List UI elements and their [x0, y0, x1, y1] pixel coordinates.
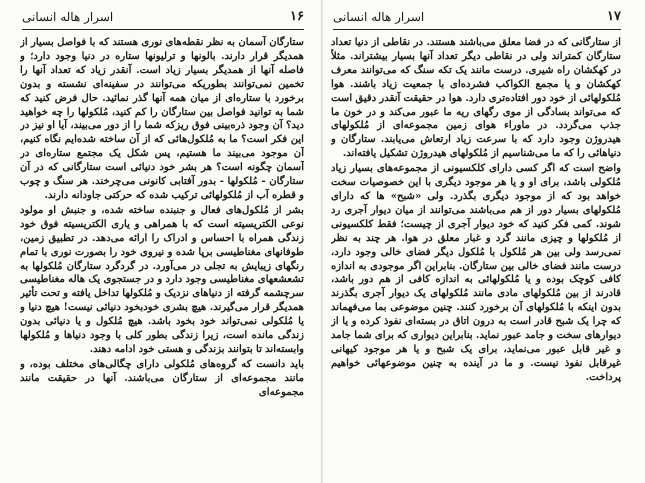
right-page-header — [333, 8, 621, 26]
right-running-title: اسرار هاله انسانی — [333, 10, 425, 24]
paragraph: واضح است که اگر کسی دارای کلکسیونی از مجموعه‌های بسیار زیاد مُلکولی باشد، برای او و یا هر موجود دیگری با این خصوصیات سخت خواهد بود که از موجود دیگری بگذرد. ولی «شبح» ها که دارای مُلکولهای بسیار دور از هم می‌باشند می‌توانند از میان دیوار آجری رد شوند. کمی فکر کنید که خود دیوار آجری از چیست؛ فقط کلکسیونی از مُلکولها و چیزی مانند گرد و غبار معلق در هوا. هر چند به نظر نمی‌رسد ولی بین هر مُلکول با مُلکول دیگر فضای خالی وجود دارد، درست مانند فضای خالی بین ستارگان. بنابراین اگر موجودی به اندازه کافی کوچک بوده و یا مُلکولهائی به اندازه کافی از هم دور باشد، قادرند از بین مُلکولهای مادی مانند مُلکولهای یک دیوار آجری بگذرند بدون اینکه با مُلکولهای آن برخورد کنند. چنین موضوعی بما می‌فهماند که چرا یک شبح قادر است به درون اتاق در بسته‌ای نفوذ کرده و یا از دیوارهای سخت و جامد عبور نماید. بنابراین دیواری که برای شما جامد و غیر قابل عبور می‌نماید، برای یک شبح و یا هر موجود کیهانی غیرقابل نفوذ نیست. و ما در آینده به چنین موضوعهائی خواهیم پرداخت. — [331, 163, 621, 383]
left-page — [0, 0, 322, 483]
paragraph: باید دانست که گروه‌های مُلکولی دارای چگالی‌های مختلف بوده، و مانند مجموعه‌ای از ستارگان می‌باشند. آنها در حقیقت مانند مجموعه‌ای — [20, 358, 304, 398]
left-body-text — [20, 36, 304, 479]
right-header-rule — [333, 29, 621, 30]
paragraph: از ستارگانی که در فضا معلق می‌باشند هستند. در نقاطی از دنیا تعداد ستارگان کمتراند ولی در نقاطی دیگر تعداد آنها بسیار بیشتراند. مثلاً در کهکشان راه شیری. درست مانند یک تکه سنگ که می‌توانند معرف کهکشان و یا مجمع الکواکب فشرده‌ای با جمعیت زیاد باشند. هوا مُلکولهائی از خود دور افتاده‌تری دارد. هوا در حقیقت آنقدر دقیق است که می‌تواند بسادگی از موی رگهای ریه ما عبور می‌کند و در خون ما جذب می‌گردد. در ماوراء هوای زمین مجموعه‌ای از مُلکولهای هیدروژن وجود دارد که با سرعت زیاد ارتعاش می‌یابند. ستارگان و دنیاهائی را که ما می‌شناسیم از مُلکولهای هیدروژن تشکیل یافته‌اند. — [331, 37, 621, 160]
right-body-text — [331, 36, 621, 479]
left-header-rule — [22, 29, 304, 30]
paragraph: بشر از مُلکول‌های فعال و جنبنده ساخته شده، و جنبش او مولود نوعی الکتریسیته است که با همراهی و یاری الکتریسیته فوق خود زندگی همراه با احساس و ادراک را ارائه می‌دهد. در تطبیق زمین، طوفانهای مغناطیسی برپا شده و نیروی خود را بصورت نوری با تمام رنگهای زیبایش به تجلی در می‌آورد. در گردگرد ستارگان مُلکولها به تشعشعهای مغناطیسی وجود دارد و در جستجوی یک هاله مغناطیسی سرچشمه گرفته از دنیاهای نزدیک و مُلکولها تداخل یافته و تحت تأثیر همدیگر قرار می‌گیرند. هیچ بشری خودبخود دنیائی نیست! هیچ دنیا و یا مُلکولی نمی‌تواند خود بخود باشد. هیچ مُلکول و یا دنیائی بدون زندگی مانده است، زیرا زندگی بطور کلی با وجود دنیاها و مُلکولها وابسته‌اند تا بتوانند بزندگی و هستی خود ادامه دهند. — [20, 204, 304, 355]
paragraph: ستارگان آسمان به نظر نقطه‌های نوری هستند که با فواصل بسیار از همدیگر قرار دارند. بالونها و ترلیونها ستاره در دنیا وجود دارد؛ و فاصله آنها از همدیگر بسیار زیاد است. آنقدر زیاد که تعداد آنها را تخمین نمی‌توانند بطوریکه می‌توانند در سفینه‌ای نشسته و بدون برخورد با ستاره‌ای از میان همه آنها گذر نمائید. حال فرض کنید که شما به توانید فواصل بین ستارگان را کم کنید، مُلکولها را چه خواهید دید؟ آن وجود ذره‌بینی فوق ریزکه شما را از دور می‌بیند، آیا او نیز در این فکر است؟ ما به مُلکول‌هائی که از آن ساخته شده‌ایم نگاه کنیم، آن موجود می‌بیند ما هستیم، پس شکل یک مجتمع ستاره‌ای در آسمان چگونه است؟ هر بشر خود دنیائی است ستارگانی که در آن ستارگان - مُلکولها - بدور آفتابی کانونی می‌چرخند. هر سنگ و چوب و قطره آب از مُلکولهائی ترکیب شده که حرکتی جاودانه دارند. — [20, 37, 304, 201]
right-page-number: ۱۷ — [607, 9, 621, 24]
right-page — [323, 0, 645, 483]
left-running-title: اسرار هاله انسانی — [22, 10, 114, 24]
left-page-number: ۱۶ — [290, 9, 304, 24]
left-page-header — [22, 8, 304, 26]
